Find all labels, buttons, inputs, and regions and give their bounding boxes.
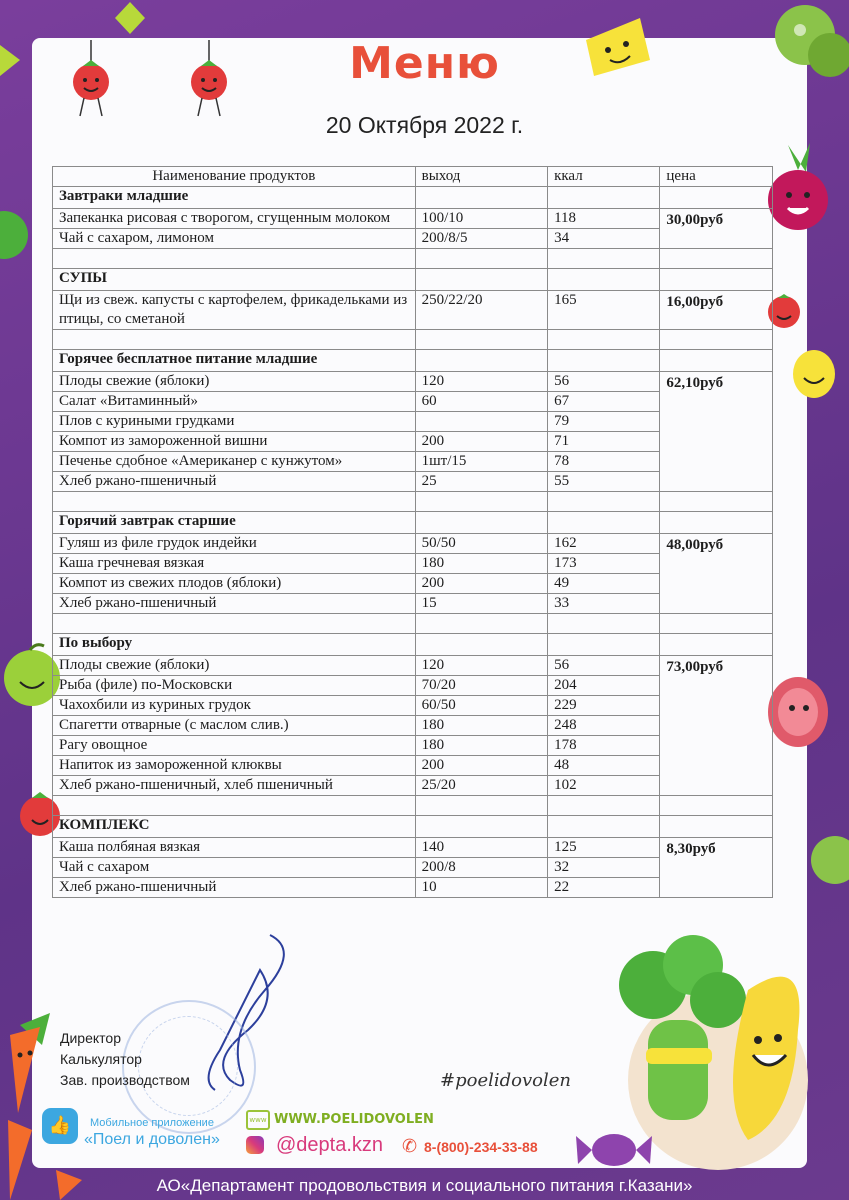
signature-block <box>60 1028 190 1091</box>
instagram-link[interactable]: @depta.kzn <box>276 1134 384 1156</box>
empty-cell <box>548 816 660 838</box>
empty-cell <box>548 634 660 656</box>
empty-cell <box>548 614 660 634</box>
app-name[interactable]: «Поел и доволен» <box>84 1131 220 1148</box>
dish-kcal: 248 <box>548 716 660 736</box>
dish-name: Хлеб ржано-пшеничный, хлеб пшеничный <box>53 776 416 796</box>
phone-icon: ✆ <box>402 1136 418 1157</box>
empty-cell <box>415 249 547 269</box>
empty-cell <box>548 187 660 209</box>
dish-kcal: 34 <box>548 229 660 249</box>
empty-cell <box>415 816 547 838</box>
dish-name: Компот из замороженной вишни <box>53 432 416 452</box>
empty-cell <box>53 492 416 512</box>
section-title: Горячее бесплатное питание младшие <box>53 350 416 372</box>
dish-output: 1шт/15 <box>415 452 547 472</box>
app-caption: Мобильное приложение <box>90 1117 214 1129</box>
empty-cell <box>548 269 660 291</box>
table-row <box>53 209 773 229</box>
column-header: цена <box>660 167 773 187</box>
dish-kcal: 204 <box>548 676 660 696</box>
section-price: 73,00руб <box>660 656 773 796</box>
empty-cell <box>660 492 773 512</box>
dish-name: Запеканка рисовая с творогом, сгущенным молоком <box>53 209 416 229</box>
dish-output: 200/8 <box>415 858 547 878</box>
section-price: 48,00руб <box>660 534 773 614</box>
empty-cell <box>660 269 773 291</box>
spacer-row <box>53 796 773 816</box>
spacer-row <box>53 249 773 269</box>
empty-cell <box>548 330 660 350</box>
broccoli-icon <box>0 200 28 270</box>
dish-name: Хлеб ржано-пшеничный <box>53 878 416 898</box>
empty-cell <box>415 350 547 372</box>
dish-kcal: 33 <box>548 594 660 614</box>
dish-name: Чахохбили из куриных грудок <box>53 696 416 716</box>
section-title: По выбору <box>53 634 416 656</box>
dish-kcal: 48 <box>548 756 660 776</box>
table-row <box>53 291 773 330</box>
dish-kcal: 229 <box>548 696 660 716</box>
section-title: КОМПЛЕКС <box>53 816 416 838</box>
dish-output <box>415 412 547 432</box>
dish-output: 200 <box>415 756 547 776</box>
dish-kcal: 162 <box>548 534 660 554</box>
dish-kcal: 55 <box>548 472 660 492</box>
dish-kcal: 32 <box>548 858 660 878</box>
dish-kcal: 118 <box>548 209 660 229</box>
empty-cell <box>660 330 773 350</box>
phone-number[interactable]: 8-(800)-234-33-88 <box>424 1139 538 1155</box>
dish-name: Рагу овощное <box>53 736 416 756</box>
dish-output: 180 <box>415 716 547 736</box>
empty-cell <box>53 614 416 634</box>
empty-cell <box>415 492 547 512</box>
section-row <box>53 350 773 372</box>
empty-cell <box>415 796 547 816</box>
dish-name: Каша гречневая вязкая <box>53 554 416 574</box>
dish-output: 200/8/5 <box>415 229 547 249</box>
empty-cell <box>660 816 773 838</box>
dish-output: 250/22/20 <box>415 291 547 330</box>
dish-kcal: 79 <box>548 412 660 432</box>
dish-output: 10 <box>415 878 547 898</box>
empty-cell <box>53 330 416 350</box>
dish-output: 15 <box>415 594 547 614</box>
empty-cell <box>660 512 773 534</box>
section-price: 8,30руб <box>660 838 773 898</box>
empty-cell <box>415 634 547 656</box>
dish-kcal: 56 <box>548 656 660 676</box>
empty-cell <box>548 512 660 534</box>
dish-output: 25 <box>415 472 547 492</box>
table-row <box>53 838 773 858</box>
empty-cell <box>53 796 416 816</box>
website-link[interactable]: WWW.POELIDOVOLEN <box>274 1112 434 1127</box>
table-row <box>53 534 773 554</box>
dish-output: 120 <box>415 372 547 392</box>
dish-name: Плоды свежие (яблоки) <box>53 656 416 676</box>
menu-date: 20 Октября 2022 г. <box>325 112 524 138</box>
dish-kcal: 125 <box>548 838 660 858</box>
menu-table <box>52 166 773 898</box>
dish-kcal: 67 <box>548 392 660 412</box>
empty-cell <box>660 796 773 816</box>
section-row <box>53 187 773 209</box>
table-row <box>53 656 773 676</box>
section-price: 62,10руб <box>660 372 773 492</box>
dish-output: 25/20 <box>415 776 547 796</box>
dish-name: Салат «Витаминный» <box>53 392 416 412</box>
empty-cell <box>548 492 660 512</box>
dish-output: 50/50 <box>415 534 547 554</box>
dish-kcal: 173 <box>548 554 660 574</box>
empty-cell <box>660 350 773 372</box>
section-title: Горячий завтрак старшие <box>53 512 416 534</box>
dish-name: Щи из свеж. капусты с картофелем, фрикадельками из птицы, со сметаной <box>53 291 416 330</box>
dish-output: 180 <box>415 736 547 756</box>
footer-org: АО«Департамент продовольствия и социального питания г.Казани» <box>156 1176 693 1195</box>
dish-output: 200 <box>415 574 547 594</box>
dish-name: Спагетти отварные (с маслом слив.) <box>53 716 416 736</box>
carrot-icon <box>0 1005 55 1115</box>
empty-cell <box>548 796 660 816</box>
dish-output: 140 <box>415 838 547 858</box>
app-thumb-icon[interactable]: 👍 <box>42 1108 78 1144</box>
dish-output: 60/50 <box>415 696 547 716</box>
dish-output: 120 <box>415 656 547 676</box>
section-title: СУПЫ <box>53 269 416 291</box>
dish-name: Чай с сахаром, лимоном <box>53 229 416 249</box>
empty-cell <box>415 269 547 291</box>
empty-cell <box>548 350 660 372</box>
spacer-row <box>53 614 773 634</box>
instagram-icon <box>246 1136 264 1154</box>
empty-cell <box>548 249 660 269</box>
dish-name: Каша полбяная вязкая <box>53 838 416 858</box>
dish-name: Компот из свежих плодов (яблоки) <box>53 574 416 594</box>
section-row <box>53 634 773 656</box>
dish-kcal: 56 <box>548 372 660 392</box>
dish-name: Хлеб ржано-пшеничный <box>53 594 416 614</box>
dish-output: 70/20 <box>415 676 547 696</box>
dish-kcal: 178 <box>548 736 660 756</box>
dish-kcal: 49 <box>548 574 660 594</box>
column-header: ккал <box>548 167 660 187</box>
empty-cell <box>415 330 547 350</box>
empty-cell <box>415 512 547 534</box>
empty-cell <box>660 634 773 656</box>
empty-cell <box>415 614 547 634</box>
dish-kcal: 71 <box>548 432 660 452</box>
web-icon: www <box>246 1110 270 1130</box>
spacer-row <box>53 330 773 350</box>
dish-kcal: 102 <box>548 776 660 796</box>
section-price: 30,00руб <box>660 209 773 249</box>
hashtag: #poelidovolen <box>440 1070 571 1091</box>
dish-name: Гуляш из филе грудок индейки <box>53 534 416 554</box>
table-row <box>53 372 773 392</box>
dish-name: Плов с куриными грудками <box>53 412 416 432</box>
page-title: Меню <box>349 38 500 89</box>
section-title: Завтраки младшие <box>53 187 416 209</box>
dish-kcal: 78 <box>548 452 660 472</box>
signature-production: Зав. производством <box>60 1072 190 1088</box>
empty-cell <box>660 614 773 634</box>
dish-name: Рыба (филе) по-Московски <box>53 676 416 696</box>
signature-director: Директор <box>60 1030 121 1046</box>
section-row <box>53 512 773 534</box>
lemon-icon <box>790 348 838 400</box>
empty-cell <box>415 187 547 209</box>
empty-cell <box>660 187 773 209</box>
spacer-row <box>53 492 773 512</box>
lemon-icon <box>110 0 150 36</box>
empty-cell <box>660 249 773 269</box>
table-header <box>53 167 773 187</box>
dish-output: 60 <box>415 392 547 412</box>
signature-calculator: Калькулятор <box>60 1051 142 1067</box>
column-header: Наименование продуктов <box>53 167 416 187</box>
dish-output: 100/10 <box>415 209 547 229</box>
dish-kcal: 165 <box>548 291 660 330</box>
dish-name: Плоды свежие (яблоки) <box>53 372 416 392</box>
dish-name: Чай с сахаром <box>53 858 416 878</box>
section-row <box>53 816 773 838</box>
column-header: выход <box>415 167 547 187</box>
candy-icon <box>574 1120 654 1180</box>
empty-cell <box>53 249 416 269</box>
dish-output: 180 <box>415 554 547 574</box>
broccoli-icon <box>800 830 849 890</box>
dish-output: 200 <box>415 432 547 452</box>
section-price: 16,00руб <box>660 291 773 330</box>
dish-name: Хлеб ржано-пшеничный <box>53 472 416 492</box>
dish-kcal: 22 <box>548 878 660 898</box>
dish-name: Печенье сдобное «Американер с кунжутом» <box>53 452 416 472</box>
dish-name: Напиток из замороженной клюквы <box>53 756 416 776</box>
section-row <box>53 269 773 291</box>
